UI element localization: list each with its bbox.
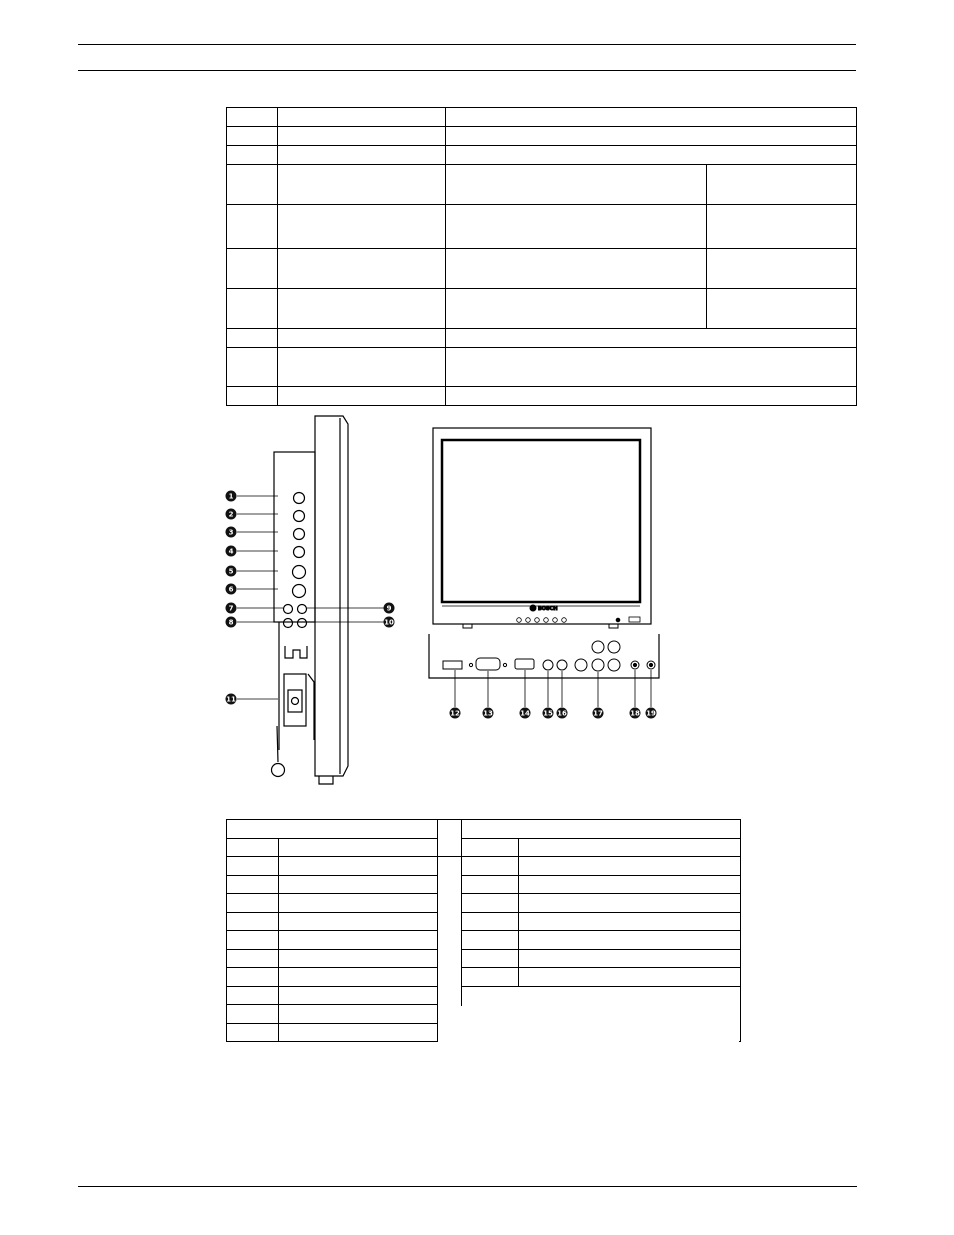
legend-gap-mask xyxy=(438,1006,739,1061)
callout-5 xyxy=(226,566,237,577)
svg-text:5: 5 xyxy=(228,567,234,576)
svg-text:13: 13 xyxy=(483,709,493,718)
legend-row xyxy=(227,968,741,987)
spec-row xyxy=(227,146,857,165)
legend-row xyxy=(227,820,741,839)
monitor-diagram xyxy=(0,410,954,810)
svg-text:1: 1 xyxy=(228,492,234,501)
legend-row xyxy=(227,950,741,968)
svg-text:17: 17 xyxy=(593,709,603,718)
callout-8 xyxy=(226,617,237,628)
spec-row xyxy=(227,205,857,249)
callout-16 xyxy=(557,708,568,719)
callout-11 xyxy=(226,694,237,705)
spec-table xyxy=(226,107,857,406)
legend-row xyxy=(227,913,741,931)
callout-10 xyxy=(384,617,395,628)
callout-7 xyxy=(226,603,237,614)
rear-callouts xyxy=(450,708,657,719)
spec-row xyxy=(227,289,857,329)
callout-14 xyxy=(520,708,531,719)
legend-row xyxy=(227,876,741,894)
rear-panel xyxy=(429,634,659,678)
spec-row xyxy=(227,165,857,205)
callout-6 xyxy=(226,584,237,595)
header-rule-top xyxy=(78,44,856,45)
svg-text:11: 11 xyxy=(226,695,236,704)
legend-row xyxy=(227,839,741,857)
svg-text:15: 15 xyxy=(543,709,553,718)
spec-row xyxy=(227,108,857,127)
front-view xyxy=(433,428,651,628)
side-leaders xyxy=(237,496,384,699)
svg-text:19: 19 xyxy=(646,709,656,718)
callout-19 xyxy=(646,708,657,719)
rear-leaders xyxy=(455,670,651,707)
svg-text:3: 3 xyxy=(228,528,234,537)
callout-18 xyxy=(630,708,641,719)
svg-text:6: 6 xyxy=(228,585,234,594)
callout-12 xyxy=(450,708,461,719)
callout-1 xyxy=(226,491,237,502)
svg-text:2: 2 xyxy=(228,510,234,519)
header-rule-bottom xyxy=(78,70,856,71)
spec-row xyxy=(227,329,857,348)
spec-row xyxy=(227,127,857,146)
legend-row xyxy=(227,987,741,1005)
callout-15 xyxy=(543,708,554,719)
callout-4 xyxy=(226,546,237,557)
callout-13 xyxy=(483,708,494,719)
svg-text:8: 8 xyxy=(228,618,234,627)
svg-text:18: 18 xyxy=(630,709,640,718)
spec-row xyxy=(227,249,857,289)
svg-text:10: 10 xyxy=(384,618,394,627)
legend-row xyxy=(227,931,741,950)
side-callouts xyxy=(226,491,395,705)
side-view xyxy=(272,416,349,784)
svg-text:4: 4 xyxy=(228,547,234,556)
legend-row xyxy=(227,894,741,913)
svg-text:16: 16 xyxy=(557,709,567,718)
svg-text:7: 7 xyxy=(228,604,234,613)
footer-rule xyxy=(78,1186,857,1187)
svg-text:14: 14 xyxy=(520,709,530,718)
brand-logo: BOSCH xyxy=(538,606,558,612)
spec-row xyxy=(227,348,857,387)
svg-text:12: 12 xyxy=(450,709,460,718)
legend-row xyxy=(227,857,741,876)
spec-row xyxy=(227,387,857,406)
callout-2 xyxy=(226,509,237,520)
svg-text:9: 9 xyxy=(386,604,392,613)
callout-9 xyxy=(384,603,395,614)
callout-3 xyxy=(226,527,237,538)
callout-17 xyxy=(593,708,604,719)
